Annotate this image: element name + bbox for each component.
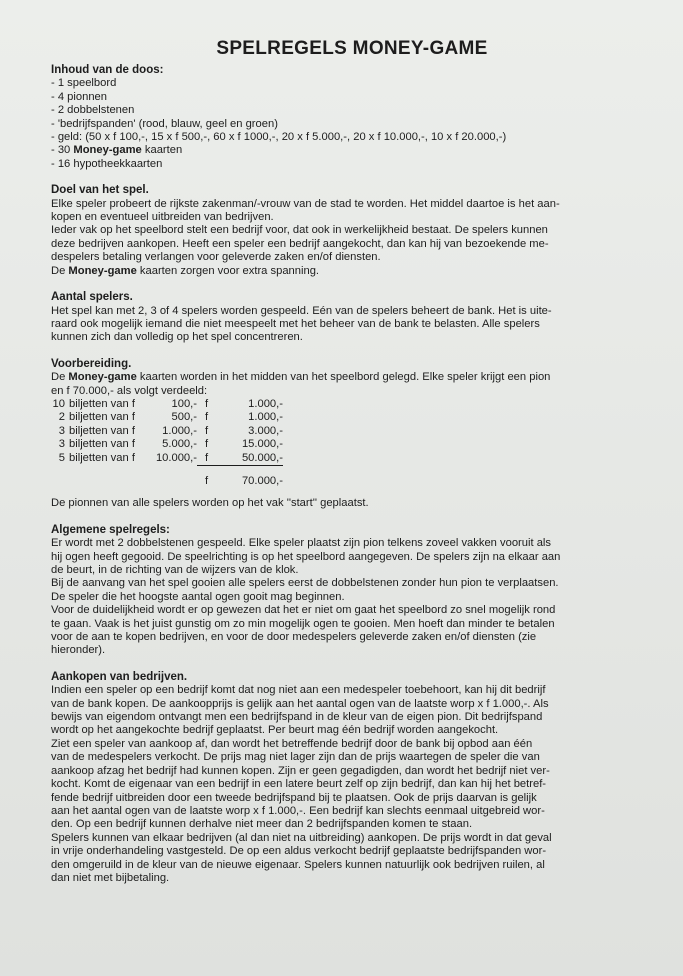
money-row <box>51 452 283 466</box>
goal-last-suffix: kaarten zorgen voor extra spanning. <box>136 264 320 277</box>
buying-line: den omgeruild in de kleur van de nieuwe eigenaar. Spelers kunnen natuurlijk ook bedrijven ruilen, al <box>51 858 545 871</box>
money-row <box>51 425 283 438</box>
buying-line: van de medespelers verkocht. De prijs mag niet lager zijn dan de prijs waartegen de speler die van <box>51 751 540 764</box>
contents-item: - 2 dobbelstenen <box>51 104 135 117</box>
money-count: 3 <box>58 438 65 451</box>
players-section <box>51 291 643 345</box>
money-count: 10 <box>52 397 65 410</box>
money-sum-f: f <box>205 474 209 487</box>
money-amount: 500,- <box>171 411 197 424</box>
money-total: 1.000,- <box>248 397 283 410</box>
preparation-after: De pionnen van alle spelers worden op het vak ''start'' geplaatst. <box>51 497 369 510</box>
buying-line: kocht. Komt de eigenaar van een bedrijf in een latere beurt zelf op zijn bedrijf, dan kan hij het betref- <box>51 778 547 791</box>
buying-line: in vrije onderhandeling vastgesteld. De op een aldus verkocht bedrijf geplaatste bedrijfspanden wor- <box>51 845 547 858</box>
goal-section <box>51 184 643 278</box>
document-title: SPELREGELS MONEY-GAME <box>216 38 488 59</box>
money-f: f <box>205 411 209 424</box>
contents-item: - 4 pionnen <box>51 90 107 103</box>
buying-line: Spelers kunnen van elkaar bedrijven (al dan niet na uitbreiding) aankopen. De prijs wordt in dat geval <box>51 831 552 844</box>
money-total: 3.000,- <box>248 424 283 437</box>
preparation-heading: Voorbereiding. <box>51 357 132 370</box>
contents-item: - 'bedrijfspanden' (rood, blauw, geel en groen) <box>51 117 278 130</box>
general-line: voor de aan te kopen bedrijven, en voor de door medespelers geleverde zaken en/of diensten (zie <box>51 631 537 644</box>
prep-suffix: kaarten worden in het midden van het speelbord gelegd. Elke speler krijgt een pion <box>136 371 551 384</box>
general-line: hij ogen heeft gegooid. De speelrichting is op het speelbord aangegeven. De spelers zijn na elkaar aan <box>51 550 561 563</box>
general-line: Bij de aanvang van het spel gooien alle spelers eerst de dobbelstenen zonder hun pion te verplaatsen. <box>51 577 559 590</box>
money-text: biljetten van f <box>69 451 135 464</box>
goal-line: Elke speler probeert de rijkste zakenman/-vrouw van de stad te worden. Het middel daartoe is het aan- <box>51 197 560 210</box>
buying-line: aankoop afzag het bedrijf had kunnen kopen. Zijn er geen gegadigden, dan wordt het bedrijf niet ver- <box>51 764 550 777</box>
money-amount: 100,- <box>171 397 197 410</box>
goal-line: despelers betaling verlangen voor geleverde zaken en/of diensten. <box>51 251 381 264</box>
money-text: biljetten van f <box>69 411 135 424</box>
goal-last-prefix: De <box>51 264 69 277</box>
contents-heading: Inhoud van de doos: <box>51 64 164 76</box>
buying-line: Ziet een speler van aankoop af, dan wordt het betreffende bedrijf door de bank bij opbod aan één <box>51 737 533 750</box>
buying-line: van de bank kopen. De aankoopprijs is gelijk aan het aantal ogen van de laatste worp x f 1.000,-. Als <box>51 697 549 710</box>
money-text: biljetten van f <box>69 438 135 451</box>
cards-suffix: kaarten <box>141 144 183 157</box>
money-row <box>51 411 283 424</box>
preparation-line: en f 70.000,- als volgt verdeeld: <box>51 384 208 397</box>
money-f: f <box>205 397 209 410</box>
goal-heading: Doel van het spel. <box>51 184 149 197</box>
money-count: 5 <box>58 451 65 464</box>
buying-line: den. Op een bedrijf kunnen derhalve niet meer dan 2 bedrijfspanden komen te staan. <box>51 818 473 831</box>
money-text: biljetten van f <box>69 397 135 410</box>
cards-prefix: - 30 <box>51 144 74 157</box>
contents-item: - geld: (50 x f 100,-, 15 x f 500,-, 60 x f 1000,-, 20 x f 5.000,-, 20 x f 10.000,-, 10 x f 20.000,-) <box>51 131 507 144</box>
players-line: kunnen zich dan volledig op het spel concentreren. <box>51 331 303 344</box>
money-f: f <box>197 452 223 466</box>
money-f: f <box>205 424 209 437</box>
general-line: Er wordt met 2 dobbelstenen gespeeld. Elke speler plaatst zijn pion telkens zoveel vakken vooruit als <box>51 537 551 550</box>
buying-section <box>51 671 643 886</box>
goal-line-cards <box>51 265 643 278</box>
players-line: raard ook mogelijk iemand die niet meespeelt met het beheer van de bank te belasten. Alle spelers <box>51 317 540 330</box>
goal-line: deze bedrijven aankopen. Heeft een speler een bedrijf aangekocht, dan kan hij van bezoekende me- <box>51 237 549 250</box>
money-text: biljetten van f <box>69 424 135 437</box>
goal-line: Ieder vak op het speelbord stelt een bedrijf voor, dat ook in werkelijkheid bestaat. De spelers kunnen <box>51 224 548 237</box>
general-line: Voor de duidelijkheid wordt er op gewezen dat het er niet om gaat het speelbord zo snel mogelijk rond <box>51 604 556 617</box>
money-sum-row <box>51 465 283 488</box>
money-total: 50.000,- <box>223 452 283 466</box>
general-line: de beurt, in de richting van de wijzers van de klok. <box>51 564 299 576</box>
prep-brand: Money-game <box>68 371 137 384</box>
money-count: 2 <box>58 411 65 424</box>
general-line: hieronder). <box>51 644 106 657</box>
general-line: De speler die het hoogste aantal ogen gooit mag beginnen. <box>51 590 345 603</box>
buying-line: bewijs van eigendom ontvangt men een bedrijfspand in de kleur van de eigen pion. Dit bedrijfspand <box>51 711 543 724</box>
players-heading: Aantal spelers. <box>51 291 133 304</box>
money-f: f <box>205 438 209 451</box>
contents-item: - 16 hypotheekkaarten <box>51 157 163 170</box>
preparation-section <box>51 358 643 511</box>
general-line: te gaan. Vaak is het juist gunstig om zo min mogelijk ogen te gooien. Men hoeft dan minder te betalen <box>51 617 555 630</box>
money-row <box>51 438 283 451</box>
money-total: 1.000,- <box>248 411 283 424</box>
buying-line: aan het aantal ogen van de laatste worp x f 1.000,-. Een bedrijf kan slechts eenmaal uitgebreid wor- <box>51 804 545 817</box>
buying-line: fende bedrijf uitbreiden door een tweede bedrijfspand bij te plaatsen. Ook de prijs daarvan is gelijk <box>51 791 537 804</box>
buying-line: Indien een speler op een bedrijf komt dat nog niet aan een medespeler toebehoort, kan hij dit bedrijf <box>51 684 546 697</box>
money-amount: 10.000,- <box>155 451 197 464</box>
contents-item: - 1 speelbord <box>51 77 117 90</box>
contents-item-cards <box>51 144 643 157</box>
prep-prefix: De <box>51 371 69 384</box>
preparation-line <box>51 371 643 384</box>
cards-brand: Money-game <box>73 144 142 157</box>
contents-section <box>51 64 643 171</box>
goal-line: kopen en eventueel uitbreiden van bedrijven. <box>51 211 274 224</box>
money-amount: 5.000,- <box>162 438 197 451</box>
goal-brand: Money-game <box>68 264 137 277</box>
players-line: Het spel kan met 2, 3 of 4 spelers worden gespeeld. Eén van de spelers beheert de bank. Het is uite- <box>51 304 552 317</box>
general-rules-section <box>51 524 643 658</box>
buying-line: dan niet met bijbetaling. <box>51 871 170 884</box>
money-amount: 1.000,- <box>162 424 197 437</box>
buying-heading: Aankopen van bedrijven. <box>51 670 188 683</box>
money-distribution-table <box>51 398 283 488</box>
general-heading: Algemene spelregels: <box>51 523 170 536</box>
money-row <box>51 398 283 411</box>
money-total: 15.000,- <box>241 438 283 451</box>
buying-line: wordt op het aangekochte bedrijf geplaatst. Per beurt mag één bedrijf worden aangekocht. <box>51 724 499 737</box>
money-count: 3 <box>58 424 65 437</box>
money-sum-total: 70.000,- <box>241 474 283 487</box>
